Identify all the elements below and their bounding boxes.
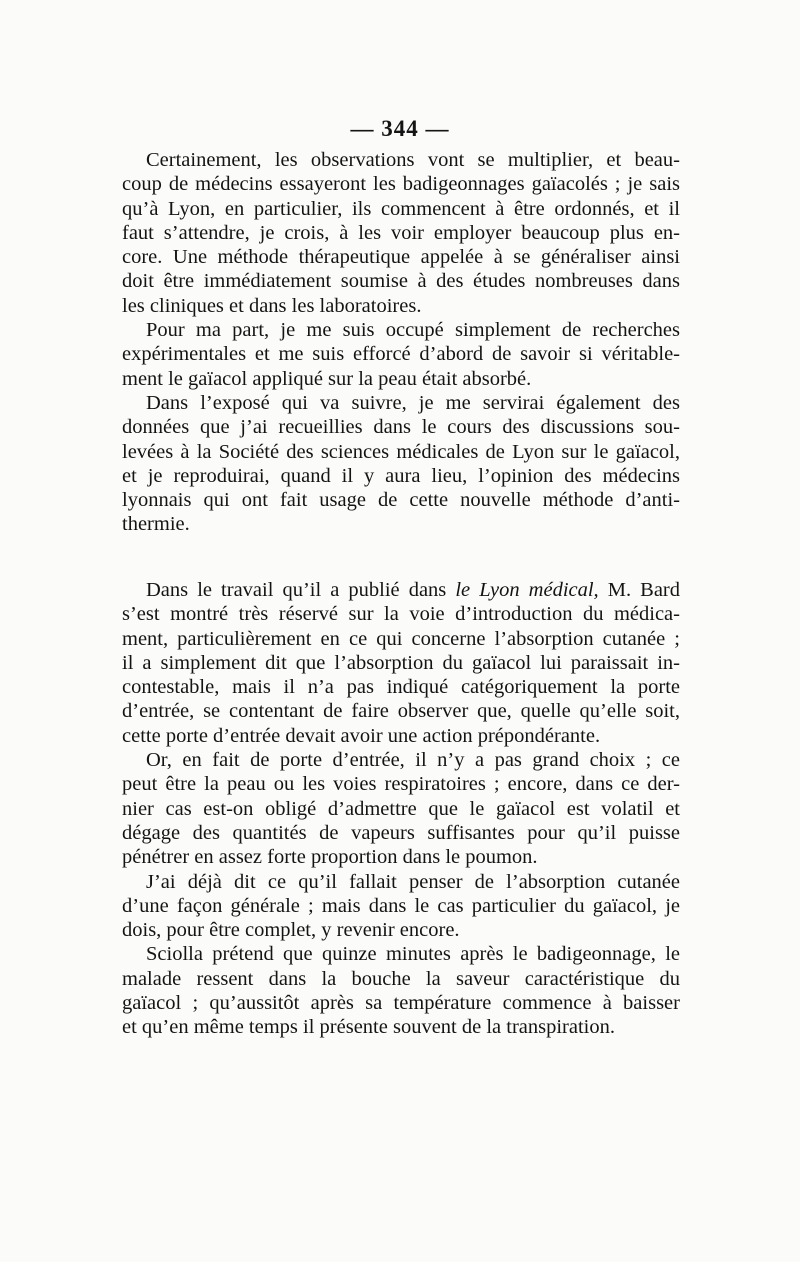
text-line: doit être immédiatement soumise à des études nombreuses dans bbox=[122, 270, 680, 293]
page-number: — 344 — bbox=[350, 116, 450, 141]
text-line: Certainement, les observations vont se multiplier, et beau- bbox=[146, 149, 680, 171]
text-fragment: Dans le travail qu’il a publié dans bbox=[146, 579, 456, 601]
text-line: gaïacol ; qu’aussitôt après sa température commence à baisser bbox=[122, 992, 680, 1015]
text-line: Pour ma part, je me suis occupé simplement de recherches bbox=[146, 319, 680, 342]
paragraph bbox=[122, 318, 680, 391]
paragraph bbox=[122, 391, 680, 537]
text-line: les cliniques et dans les laboratoires. bbox=[122, 294, 422, 317]
text-line: et je reproduirai, quand il y aura lieu, l’opinion des médecins bbox=[122, 464, 680, 487]
text-line: dégage des quantités de vapeurs suffisantes pour qu’il puisse bbox=[122, 821, 680, 844]
text-line: J’ai déjà dit ce qu’il fallait penser de l’absorption cutanée bbox=[146, 870, 680, 893]
text-line: Sciolla prétend que quinze minutes après le badigeonnage, le bbox=[146, 943, 680, 966]
text-line: contestable, mais il n’a pas indiqué catégoriquement la porte bbox=[122, 676, 680, 699]
text-block-top bbox=[122, 148, 680, 537]
text-line: s’est montré très réservé sur la voie d’introduction du médica- bbox=[122, 603, 680, 626]
paragraph bbox=[122, 870, 680, 943]
paragraph bbox=[122, 578, 680, 748]
text-line: peut être la peau ou les voies respiratoires ; encore, dans ce der- bbox=[122, 773, 680, 796]
text-line: d’entrée, se contentant de faire observer que, quelle qu’elle soit, bbox=[122, 700, 680, 723]
text-line: et qu’en même temps il présente souvent de la transpiration. bbox=[122, 1016, 615, 1039]
text-line: core. Une méthode thérapeutique appelée à se généraliser ainsi bbox=[122, 246, 680, 269]
text-line: données que j’ai recueillies dans le cours des discussions sou- bbox=[122, 416, 680, 439]
text-block-bottom bbox=[122, 578, 680, 1040]
text-line: Dans l’exposé qui va suivre, je me servirai également des bbox=[146, 391, 680, 414]
text-line: pénétrer en assez forte proportion dans le poumon. bbox=[122, 846, 538, 869]
text-line: ment, particulièrement en ce qui concerne l’absorption cutanée ; bbox=[122, 627, 680, 650]
text-line: coup de médecins essayeront les badigeonnages gaïacolés ; je sais bbox=[122, 173, 680, 196]
text-line: qu’à Lyon, en particulier, ils commencent à être ordonnés, et il bbox=[122, 197, 680, 220]
text-line: levées à la Société des sciences médicales de Lyon sur le gaïacol, bbox=[122, 440, 680, 463]
text-line: malade ressent dans la bouche la saveur caractéristique du bbox=[122, 967, 680, 990]
text-line: ment le gaïacol appliqué sur la peau était absorbé. bbox=[122, 367, 532, 390]
text-line: d’une façon générale ; mais dans le cas particulier du gaïacol, je bbox=[122, 894, 680, 917]
text-line: cette porte d’entrée devait avoir une action prépondérante. bbox=[122, 724, 601, 747]
text-line: dois, pour être complet, y revenir encore. bbox=[122, 919, 460, 942]
paragraph bbox=[122, 748, 680, 869]
text-line: thermie. bbox=[122, 513, 190, 536]
text-line: expérimentales et me suis efforcé d’abord de savoir si véritable- bbox=[122, 343, 680, 366]
text-line: lyonnais qui ont fait usage de cette nouvelle méthode d’anti- bbox=[122, 489, 680, 512]
paragraph bbox=[122, 148, 680, 318]
text-line bbox=[122, 578, 680, 602]
text-line: faut s’attendre, je crois, à les voir employer beaucoup plus en- bbox=[122, 221, 680, 244]
paragraph bbox=[122, 942, 680, 1039]
text-line: nier cas est-on obligé d’admettre que le gaïacol est volatil et bbox=[122, 797, 680, 820]
text-fragment: M. Bard bbox=[598, 579, 681, 601]
text-line: il a simplement dit que l’absorption du gaïacol lui paraissait in- bbox=[122, 651, 680, 674]
text-line: Or, en fait de porte d’entrée, il n’y a pas grand choix ; ce bbox=[146, 749, 680, 772]
italic-title: le Lyon médical, bbox=[455, 579, 599, 601]
